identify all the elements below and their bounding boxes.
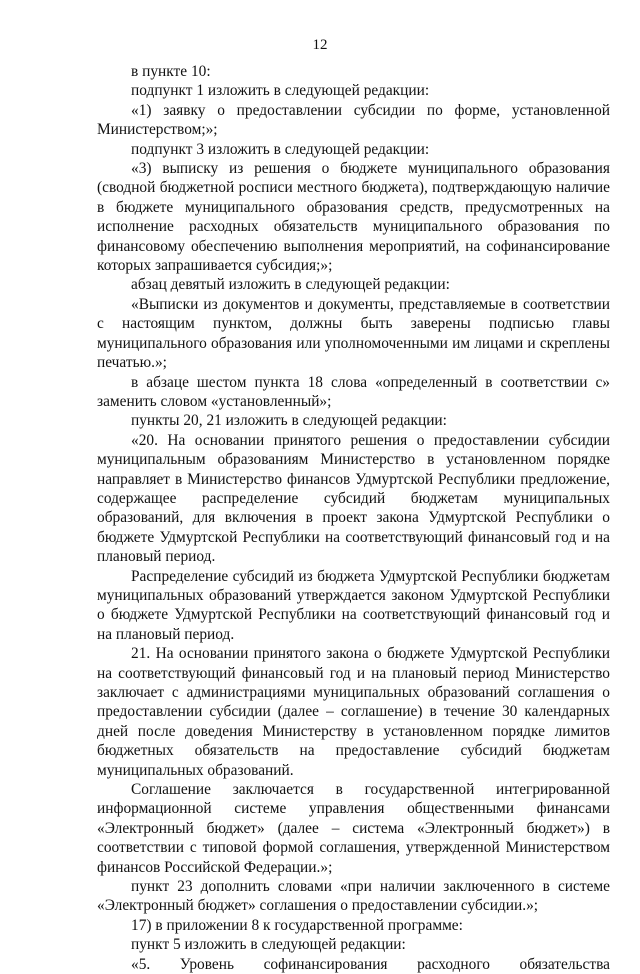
paragraph: «1) заявку о предоставлении субсидии по форме, установленной Министерством;»; (97, 101, 610, 139)
document-body (97, 62, 610, 974)
paragraph: 21. На основании принятого закона о бюджете Удмуртской Республики на соответствующий финансовый год и на плановый период Министерство заключает с администрациями муниципальных образований соглашения о предоставлении субсидии (далее – соглашение) в течение 30 календарных дней после доведения Министерству в установленном порядке лимитов бюджетных обязательств на предоставление субсидий бюджетам муниципальных образований. (97, 645, 610, 779)
paragraph: «Выписки из документов и документы, представляемые в соответствии с настоящим пунктом, должны быть заверены подписью главы муниципального образования или уполномоченными им лицами и скреплены печатью.»; (97, 295, 610, 372)
paragraph: пункт 23 дополнить словами «при наличии заключенного в системе «Электронный бюджет» соглашения о предоставлении субсидии.»; (97, 878, 610, 915)
page-number: 12 (312, 37, 328, 53)
paragraph: абзац девятый изложить в следующей редакции: (131, 276, 450, 294)
paragraph: в абзаце шестом пункта 18 слова «определенный в соответствии с» заменить словом «установленный»; (97, 373, 610, 410)
paragraph: «5. Уровень софинансирования расходного обязательства (131, 955, 610, 973)
paragraph: в пункте 10: (131, 63, 211, 80)
paragraph: подпункт 3 изложить в следующей редакции: (131, 140, 430, 158)
paragraph: «3) выписку из решения о бюджете муниципального образования (сводной бюджетной росписи местного бюджета), подтверждающую наличие в бюджете муниципального образования средств, предусмотренных на исполнение расходных обязательств муниципального образования по финансовому обеспечению выполнения мероприятий, на софинансирование которых запрашивается субсидия;»; (97, 160, 610, 275)
paragraph: «20. На основании принятого решения о предоставлении субсидии муниципальным образованиям Министерство в установленном порядке направляет в Министерство финансов Удмуртской Республики предложение, содержащее распределение субсидий бюджетам муниципальных образований, для включения в проект закона Удмуртской Республики о бюджете Удмуртской Республики на соответствующий финансовый год и на плановый период. (97, 431, 610, 566)
paragraph: 17) в приложении 8 к государственной программе: (131, 916, 463, 934)
paragraph: пункты 20, 21 изложить в следующей редакции: (131, 412, 447, 430)
paragraph: Распределение субсидий из бюджета Удмуртской Республики бюджетам муниципальных образований утверждается законом Удмуртской Республики о бюджете Удмуртской Республики на соответствующий финансовый год и на плановый период. (97, 567, 610, 643)
paragraph: Соглашение заключается в государственной интегрированной информационной системе управления общественными финансами «Электронный бюджет» (далее – система «Электронный бюджет») в соответствии с типовой формой соглашения, утвержденной Министерством финансов Российской Федерации.»; (97, 781, 610, 876)
paragraph: пункт 5 изложить в следующей редакции: (131, 936, 406, 954)
paragraph: подпункт 1 изложить в следующей редакции: (131, 82, 430, 100)
